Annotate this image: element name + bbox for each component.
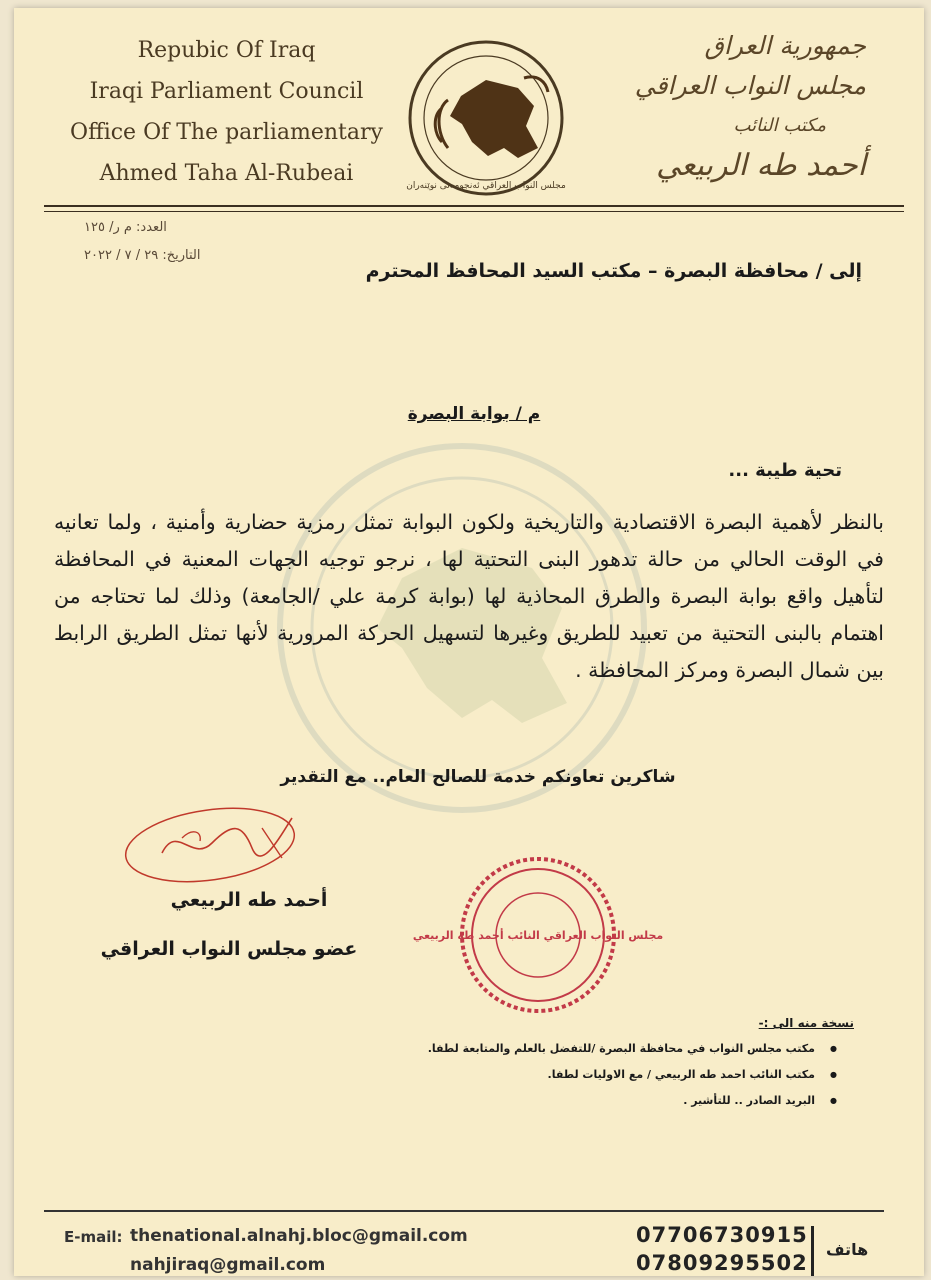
header-rule-top [44, 205, 904, 207]
ar-line-1: جمهورية العراق [704, 31, 866, 60]
list-item: ● البريد الصادر .. للتأشير . [428, 1088, 815, 1114]
stamp-text: مجلس النواب العراقي النائب أحمد طه الربيعي [412, 929, 664, 942]
recipient-line: إلى / محافظة البصرة – مكتب السيد المحافظ المحترم [365, 260, 862, 282]
email-secondary: nahjiraq@gmail.com [130, 1255, 326, 1275]
list-item: ● مكتب النائب احمد طه الربيعي / مع الاوليات لطفا. [428, 1062, 815, 1088]
en-line-3: Office Of The parliamentary [70, 120, 383, 145]
copies-title: نسخة منه الى :- [758, 1016, 854, 1030]
english-letterhead [54, 30, 399, 194]
en-line-2: Iraqi Parliament Council [89, 79, 364, 104]
en-line-4: Ahmed Taha Al-Rubeai [99, 161, 354, 186]
reference-number: العدد: م ر/ ١٢٥ [84, 220, 167, 235]
copies-list [428, 1036, 829, 1114]
phone-secondary: 07809295502 [636, 1251, 808, 1275]
en-line-1: Repubic Of Iraq [137, 38, 316, 63]
letter-body: بالنظر لأهمية البصرة الاقتصادية والتاريخية ولكون البوابة تمثل رمزية حضارية وأمنية ، ولما تعانيه في الوقت الحالي من حالة تدهور البنى التحتية لها ، نرجو توجيه الجهات المعنية في المحافظة لتأهيل واقع بوابة البصرة والطرق المحاذية لها (بوابة كرمة علي /الجامعة) وذلك لما تحتاجه من اهتمام بالبنى التحتية من تعبيد للطريق وغيرها لتسهيل الحركة المرورية لأنها تمثل الطريق الرابط بين شمال البصرة ومركز المحافظة . [54, 510, 884, 682]
handwritten-signature-icon [122, 793, 312, 888]
ar-line-2: مجلس النواب العراقي [634, 71, 866, 100]
phone-primary: 07706730915 [636, 1223, 808, 1247]
closing-line: شاكرين تعاونكم خدمة للصالح العام.. مع التقدير [280, 767, 676, 787]
ar-line-3: مكتب النائب [733, 115, 826, 136]
official-stamp-icon [412, 853, 664, 1018]
reference-date: التاريخ: ٢٩ / ٧ / ٢٠٢٢ [84, 248, 201, 263]
phone-separator [811, 1226, 814, 1276]
subject-line: م / بوابة البصرة [407, 404, 541, 424]
arabic-letterhead [626, 26, 866, 186]
signatory-title: عضو مجلس النواب العراقي [100, 938, 358, 960]
header-rule-bottom [44, 211, 904, 212]
footer-rule [44, 1210, 884, 1212]
signatory-name: أحمد طه الربيعي [170, 889, 328, 911]
email-primary: thenational.alnahj.bloc@gmail.com [130, 1226, 468, 1246]
email-label: E-mail: [64, 1228, 123, 1246]
greeting: تحية طيبة ... [728, 460, 842, 481]
emblem-text: مجلس النواب العراقي ئەنجومەنی نوێنەران [406, 181, 566, 191]
letter-sheet [14, 8, 924, 1276]
ar-line-4: أحمد طه الربيعي [656, 148, 866, 183]
list-item: ● مكتب مجلس النواب في محافظة البصرة /للتفضل بالعلم والمتابعة لطفا. [428, 1036, 815, 1062]
phone-label: هاتف [826, 1240, 869, 1259]
parliament-emblem-icon [406, 38, 566, 198]
